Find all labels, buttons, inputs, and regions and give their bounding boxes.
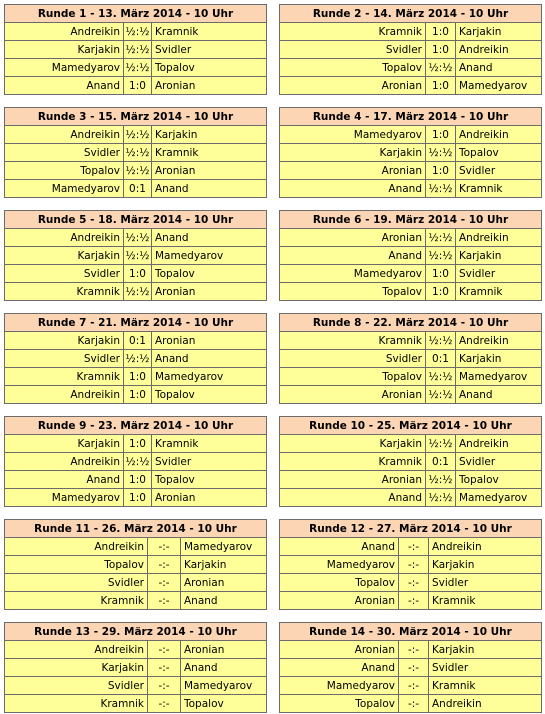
game-row	[5, 247, 267, 265]
round-table	[4, 622, 267, 713]
white-player: Svidler	[5, 265, 124, 283]
round-title: Runde 4 - 17. März 2014 - 10 Uhr	[280, 108, 542, 126]
game-row	[5, 453, 267, 471]
white-player: Karjakin	[5, 41, 124, 59]
round-title: Runde 6 - 19. März 2014 - 10 Uhr	[280, 211, 542, 229]
game-result: -:-	[148, 641, 181, 659]
game-result: -:-	[148, 592, 181, 610]
game-result: 1:0	[124, 368, 152, 386]
black-player: Svidler	[429, 574, 542, 592]
black-player: Anand	[456, 59, 542, 77]
black-player: Karjakin	[456, 23, 542, 41]
game-row	[280, 59, 542, 77]
black-player: Svidler	[456, 453, 542, 471]
round-title: Runde 3 - 15. März 2014 - 10 Uhr	[5, 108, 267, 126]
game-row	[280, 265, 542, 283]
game-result: -:-	[148, 659, 181, 677]
game-row	[5, 265, 267, 283]
game-row	[280, 77, 542, 95]
black-player: Mamedyarov	[456, 77, 542, 95]
white-player: Mamedyarov	[280, 677, 399, 695]
white-player: Kramnik	[280, 453, 426, 471]
white-player: Svidler	[5, 350, 124, 368]
game-result: ½:½	[124, 247, 152, 265]
round-title: Runde 1 - 13. März 2014 - 10 Uhr	[5, 5, 267, 23]
game-result: 1:0	[124, 471, 152, 489]
black-player: Aronian	[152, 162, 267, 180]
round-table	[4, 416, 267, 507]
game-row	[280, 368, 542, 386]
black-player: Karjakin	[429, 641, 542, 659]
white-player: Mamedyarov	[5, 180, 124, 198]
black-player: Aronian	[152, 332, 267, 350]
game-result: ½:½	[426, 386, 456, 404]
game-row	[5, 659, 267, 677]
round-table	[279, 519, 542, 610]
black-player: Aronian	[181, 574, 267, 592]
game-result: ½:½	[124, 144, 152, 162]
black-player: Svidler	[456, 162, 542, 180]
round-title: Runde 13 - 29. März 2014 - 10 Uhr	[5, 623, 267, 641]
white-player: Mamedyarov	[280, 265, 426, 283]
game-result: ½:½	[426, 180, 456, 198]
game-result: ½:½	[124, 23, 152, 41]
game-row	[280, 592, 542, 610]
white-player: Mamedyarov	[5, 489, 124, 507]
round-table	[279, 313, 542, 404]
game-row	[280, 332, 542, 350]
game-result: -:-	[399, 659, 429, 677]
white-player: Svidler	[5, 144, 124, 162]
game-result: 1:0	[426, 126, 456, 144]
game-result: ½:½	[124, 59, 152, 77]
round-table	[4, 313, 267, 404]
game-result: ½:½	[124, 162, 152, 180]
white-player: Aronian	[280, 641, 399, 659]
black-player: Andreikin	[429, 538, 542, 556]
game-result: 1:0	[426, 265, 456, 283]
game-result: ½:½	[426, 489, 456, 507]
round-table	[279, 210, 542, 301]
round-title: Runde 14 - 30. März 2014 - 10 Uhr	[280, 623, 542, 641]
game-row	[5, 332, 267, 350]
game-row	[5, 41, 267, 59]
game-result: -:-	[399, 574, 429, 592]
game-result: -:-	[148, 538, 181, 556]
game-row	[280, 23, 542, 41]
black-player: Anand	[152, 180, 267, 198]
round-title: Runde 9 - 23. März 2014 - 10 Uhr	[5, 417, 267, 435]
white-player: Mamedyarov	[280, 556, 399, 574]
black-player: Mamedyarov	[456, 368, 542, 386]
round-table	[4, 107, 267, 198]
white-player: Kramnik	[5, 695, 148, 713]
game-result: 0:1	[426, 453, 456, 471]
round-title: Runde 12 - 27. März 2014 - 10 Uhr	[280, 520, 542, 538]
round-table	[279, 416, 542, 507]
game-row	[5, 435, 267, 453]
game-row	[5, 229, 267, 247]
game-row	[280, 386, 542, 404]
game-row	[280, 229, 542, 247]
white-player: Anand	[280, 659, 399, 677]
game-row	[280, 677, 542, 695]
game-result: 0:1	[426, 350, 456, 368]
game-result: ½:½	[426, 144, 456, 162]
white-player: Topalov	[5, 556, 148, 574]
white-player: Anand	[280, 538, 399, 556]
black-player: Karjakin	[456, 350, 542, 368]
white-player: Andreikin	[5, 453, 124, 471]
game-result: ½:½	[426, 247, 456, 265]
game-row	[5, 59, 267, 77]
game-result: ½:½	[426, 471, 456, 489]
game-result: 1:0	[426, 41, 456, 59]
white-player: Anand	[280, 489, 426, 507]
white-player: Andreikin	[5, 23, 124, 41]
game-result: ½:½	[124, 453, 152, 471]
white-player: Aronian	[280, 162, 426, 180]
game-result: 0:1	[124, 332, 152, 350]
game-row	[280, 556, 542, 574]
white-player: Karjakin	[5, 332, 124, 350]
game-row	[5, 162, 267, 180]
game-row	[280, 641, 542, 659]
white-player: Aronian	[280, 592, 399, 610]
game-row	[5, 144, 267, 162]
game-row	[280, 180, 542, 198]
black-player: Andreikin	[456, 41, 542, 59]
game-row	[280, 162, 542, 180]
black-player: Kramnik	[456, 180, 542, 198]
black-player: Aronian	[152, 77, 267, 95]
game-result: -:-	[148, 574, 181, 592]
game-row	[5, 283, 267, 301]
game-result: -:-	[148, 556, 181, 574]
white-player: Aronian	[280, 386, 426, 404]
black-player: Svidler	[152, 41, 267, 59]
game-row	[5, 677, 267, 695]
black-player: Topalov	[456, 144, 542, 162]
white-player: Kramnik	[280, 332, 426, 350]
round-table	[4, 210, 267, 301]
game-result: 1:0	[124, 386, 152, 404]
game-result: -:-	[399, 695, 429, 713]
game-row	[5, 641, 267, 659]
white-player: Kramnik	[5, 592, 148, 610]
game-result: -:-	[399, 538, 429, 556]
round-table	[279, 107, 542, 198]
game-row	[5, 695, 267, 713]
black-player: Aronian	[152, 283, 267, 301]
game-result: ½:½	[426, 435, 456, 453]
game-result: ½:½	[426, 332, 456, 350]
game-row	[280, 471, 542, 489]
black-player: Karjakin	[181, 556, 267, 574]
game-row	[5, 574, 267, 592]
game-row	[5, 471, 267, 489]
game-row	[280, 659, 542, 677]
game-result: -:-	[148, 695, 181, 713]
game-result: 1:0	[124, 265, 152, 283]
round-title: Runde 5 - 18. März 2014 - 10 Uhr	[5, 211, 267, 229]
round-table	[279, 4, 542, 95]
black-player: Mamedyarov	[181, 677, 267, 695]
white-player: Karjakin	[5, 435, 124, 453]
game-result: ½:½	[124, 283, 152, 301]
game-result: ½:½	[124, 229, 152, 247]
black-player: Kramnik	[429, 677, 542, 695]
white-player: Anand	[5, 471, 124, 489]
black-player: Andreikin	[429, 695, 542, 713]
game-row	[280, 247, 542, 265]
game-row	[280, 41, 542, 59]
black-player: Anand	[456, 386, 542, 404]
black-player: Andreikin	[456, 435, 542, 453]
game-result: -:-	[148, 677, 181, 695]
game-result: ½:½	[124, 126, 152, 144]
black-player: Anand	[152, 229, 267, 247]
white-player: Svidler	[5, 677, 148, 695]
black-player: Topalov	[152, 59, 267, 77]
game-row	[280, 435, 542, 453]
black-player: Kramnik	[152, 23, 267, 41]
white-player: Karjakin	[5, 659, 148, 677]
black-player: Karjakin	[429, 556, 542, 574]
game-row	[5, 538, 267, 556]
white-player: Svidler	[280, 41, 426, 59]
white-player: Karjakin	[280, 435, 426, 453]
black-player: Kramnik	[429, 592, 542, 610]
game-result: ½:½	[426, 229, 456, 247]
round-table	[4, 519, 267, 610]
white-player: Aronian	[280, 471, 426, 489]
black-player: Aronian	[152, 489, 267, 507]
white-player: Mamedyarov	[5, 59, 124, 77]
white-player: Svidler	[280, 350, 426, 368]
game-result: 1:0	[124, 77, 152, 95]
game-result: 1:0	[124, 435, 152, 453]
white-player: Topalov	[280, 574, 399, 592]
game-row	[5, 180, 267, 198]
game-result: -:-	[399, 677, 429, 695]
game-result: -:-	[399, 592, 429, 610]
black-player: Topalov	[181, 695, 267, 713]
black-player: Andreikin	[456, 332, 542, 350]
game-result: ½:½	[124, 350, 152, 368]
game-row	[5, 368, 267, 386]
game-row	[5, 77, 267, 95]
white-player: Andreikin	[5, 641, 148, 659]
game-row	[280, 695, 542, 713]
black-player: Topalov	[152, 386, 267, 404]
white-player: Anand	[5, 77, 124, 95]
black-player: Svidler	[456, 265, 542, 283]
black-player: Anand	[181, 592, 267, 610]
white-player: Topalov	[280, 695, 399, 713]
white-player: Kramnik	[5, 283, 124, 301]
game-row	[280, 489, 542, 507]
black-player: Topalov	[152, 265, 267, 283]
white-player: Kramnik	[280, 23, 426, 41]
game-row	[5, 126, 267, 144]
game-row	[5, 489, 267, 507]
white-player: Anand	[280, 247, 426, 265]
white-player: Aronian	[280, 229, 426, 247]
game-row	[280, 574, 542, 592]
game-row	[280, 350, 542, 368]
white-player: Karjakin	[280, 144, 426, 162]
game-result: 1:0	[426, 283, 456, 301]
game-row	[5, 556, 267, 574]
round-table	[279, 622, 542, 713]
game-result: ½:½	[426, 368, 456, 386]
game-result: -:-	[399, 556, 429, 574]
white-player: Andreikin	[5, 126, 124, 144]
game-row	[5, 23, 267, 41]
white-player: Karjakin	[5, 247, 124, 265]
game-result: ½:½	[124, 41, 152, 59]
black-player: Karjakin	[152, 126, 267, 144]
black-player: Mamedyarov	[152, 368, 267, 386]
black-player: Topalov	[152, 471, 267, 489]
game-row	[5, 350, 267, 368]
round-title: Runde 7 - 21. März 2014 - 10 Uhr	[5, 314, 267, 332]
black-player: Aronian	[181, 641, 267, 659]
white-player: Andreikin	[5, 538, 148, 556]
game-result: 1:0	[426, 23, 456, 41]
white-player: Andreikin	[5, 229, 124, 247]
black-player: Kramnik	[152, 435, 267, 453]
round-title: Runde 8 - 22. März 2014 - 10 Uhr	[280, 314, 542, 332]
round-title: Runde 2 - 14. März 2014 - 10 Uhr	[280, 5, 542, 23]
round-table	[4, 4, 267, 95]
game-row	[280, 283, 542, 301]
black-player: Kramnik	[152, 144, 267, 162]
game-result: 1:0	[426, 162, 456, 180]
black-player: Topalov	[456, 471, 542, 489]
white-player: Andreikin	[5, 386, 124, 404]
white-player: Topalov	[280, 283, 426, 301]
game-row	[280, 126, 542, 144]
black-player: Svidler	[429, 659, 542, 677]
game-row	[280, 144, 542, 162]
white-player: Svidler	[5, 574, 148, 592]
black-player: Anand	[181, 659, 267, 677]
black-player: Anand	[152, 350, 267, 368]
game-result: 1:0	[124, 489, 152, 507]
game-result: 0:1	[124, 180, 152, 198]
black-player: Mamedyarov	[181, 538, 267, 556]
white-player: Mamedyarov	[280, 126, 426, 144]
round-title: Runde 10 - 25. März 2014 - 10 Uhr	[280, 417, 542, 435]
white-player: Topalov	[280, 59, 426, 77]
black-player: Mamedyarov	[152, 247, 267, 265]
black-player: Svidler	[152, 453, 267, 471]
black-player: Mamedyarov	[456, 489, 542, 507]
white-player: Topalov	[5, 162, 124, 180]
black-player: Karjakin	[456, 247, 542, 265]
game-row	[5, 592, 267, 610]
game-result: ½:½	[426, 59, 456, 77]
white-player: Topalov	[280, 368, 426, 386]
black-player: Andreikin	[456, 126, 542, 144]
game-result: 1:0	[426, 77, 456, 95]
game-row	[5, 386, 267, 404]
game-row	[280, 538, 542, 556]
round-title: Runde 11 - 26. März 2014 - 10 Uhr	[5, 520, 267, 538]
white-player: Aronian	[280, 77, 426, 95]
white-player: Kramnik	[5, 368, 124, 386]
black-player: Kramnik	[456, 283, 542, 301]
black-player: Andreikin	[456, 229, 542, 247]
white-player: Anand	[280, 180, 426, 198]
game-row	[280, 453, 542, 471]
game-result: -:-	[399, 641, 429, 659]
